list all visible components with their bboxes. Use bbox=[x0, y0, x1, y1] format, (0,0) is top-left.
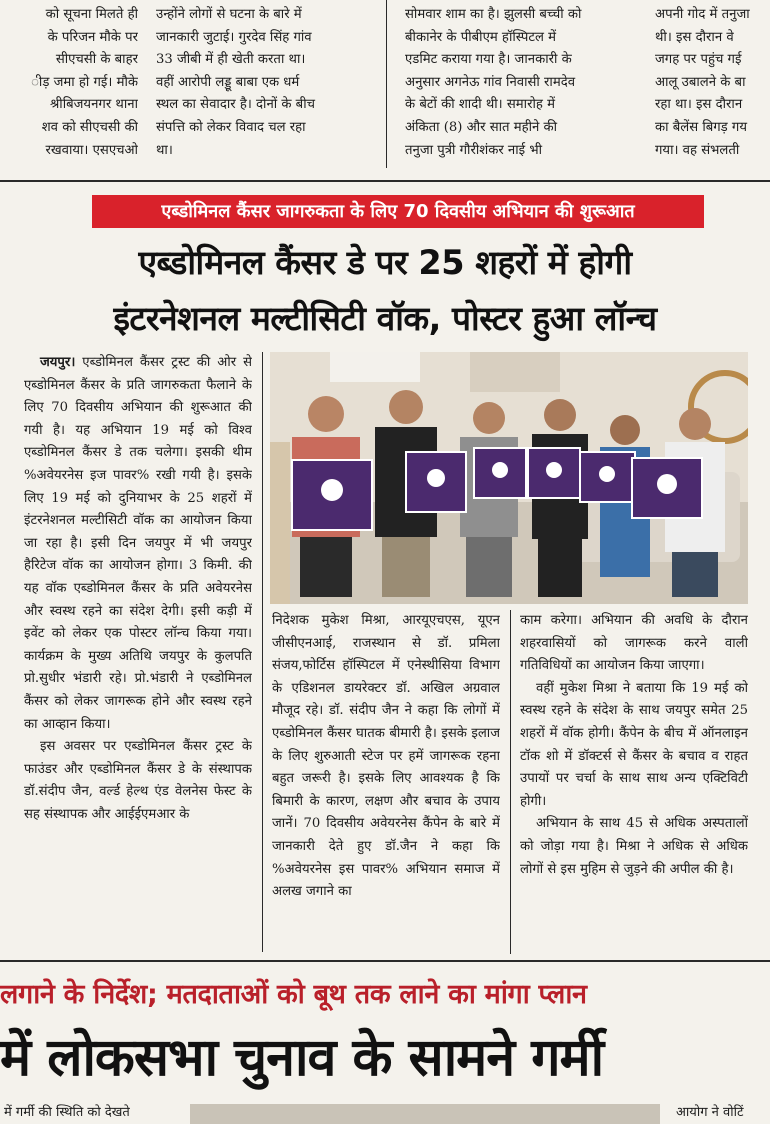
paragraph: काम करेगा। अभियान की अवधि के दौरान शहरवासियों को जागरूक करने वाली गतिविधियों का आयोजन किया जाएगा। bbox=[520, 613, 748, 674]
paragraph bbox=[24, 352, 252, 736]
text-line: अनुसार अगनेऊ गांव निवासी रामदेव bbox=[405, 74, 576, 90]
text-line: थी। इस दौरान वे bbox=[655, 29, 734, 45]
ac-unit bbox=[330, 352, 420, 382]
text-line: अपनी गोद में तनुजा bbox=[655, 7, 750, 22]
text-line: श्रीबिजयनगर थाना bbox=[49, 97, 138, 113]
bottom-text-right: आयोग ने वोटिं bbox=[676, 1105, 744, 1120]
kicker-banner: एब्डोमिनल कैंसर जागरुकता के लिए 70 दिवसीय अभियान की शुरूआत bbox=[92, 195, 704, 228]
text-line: उन्होंने लोगों से घटना के बारे में bbox=[156, 7, 302, 22]
text-line: तनुजा पुत्री गौरीशंकर नाई भी bbox=[405, 142, 543, 158]
text-line: स्थल का सेवादार है। दोनों के बीच bbox=[156, 97, 316, 113]
text-line: था। bbox=[156, 142, 173, 158]
press-photo bbox=[270, 352, 748, 604]
text-line: आलू उबालने के बा bbox=[655, 74, 746, 90]
text-line: सीएचसी के बाहर bbox=[55, 52, 138, 68]
dateline: जयपुर। bbox=[40, 355, 76, 370]
bottom-text-left: में गर्मी की स्थिति को देखते bbox=[4, 1105, 130, 1120]
top-left-col1 bbox=[0, 4, 138, 162]
bottom-headline: में लोकसभा चुनाव के सामने गर्मी bbox=[0, 1028, 604, 1088]
text-line: के परिजन मौके पर bbox=[47, 29, 138, 45]
text-line: रहा था। इस दौरान bbox=[655, 97, 743, 113]
paragraph: इस अवसर पर एब्डोमिनल कैंसर ट्रस्ट के फाउंडर और एब्डोमिनल कैंसर डे के संस्थापक डॉ.संदीप जैन, वर्ल्ड हेल्थ एंड वेलनेस फेस्ट के सह संस्थापक और आईईएमआर के bbox=[24, 739, 252, 822]
headline-line-1: एब्डोमिनल कैंसर डे पर 25 शहरों में होगी bbox=[138, 243, 632, 282]
paragraph: निदेशक मुकेश मिश्रा, आरयूएचएस, यूएन जीसीएनआई, राजस्थान से डॉ. प्रमिला संजय,फोर्टिस हॉस्पिटल में एनेस्थीसिया विभाग के एडिशनल डायरेक्टर डॉ. अखिल अग्रवाल मौजूद रहे। डॉ. संदीप जैन ने कहा कि लोगों में एब्डोमिनल कैंसर घातक बीमारी है। इसके इलाज के लिए शुरुआती स्टेज पर हमें जागरूक रहना बहुत जरूरी है। इसके लिए आवश्यक है कि बिमारी के कारण, लक्षण और बचाव के उपाय जानें। 70 दिवसीय अवेयरनेस कैंपेन के बारे में जानकारी देते हुए डॉ.जैन ने कहा कि %अवेयरनेस इस पावर% अभियान समाज में अलख जगाने का bbox=[272, 613, 500, 900]
paragraph-text: एब्डोमिनल कैंसर ट्रस्ट की ओर से एब्डोमिनल कैंसर के प्रति जागरुकता फैलाने के लिए 70 दिवसीय अभियान की शुरूआत की गयी है। यह अभियान 19 मई को विश्व एब्डोमिनल कैंसर डे तक चलेगा। इसकी थीम %अवेयरनेस इज पावर% रखी गयी है। इसके लिए 19 मई को दुनियाभर के 25 शहरों में इंटरनेशनल मल्टीसिटी वॉक का आयोजन किया जा रहा है। इसी दिन जयपुर में भी जयपुर हैरिटेज वॉक का आयोजन होगा। 3 किमी. की यह वॉक एब्डोमिनल कैंसर के प्रति अवेयरनेस और स्वस्थ रहने का संदेश देगी। इसी कड़ी में इवेंट को लेकर एक पोस्टर लॉन्च किया गया। कार्यक्रम के मुख्य अतिथि जयपुर के कुलपति प्रो.सुधीर भंडारी रहे। प्रो.भंडारी ने एब्डोमिनल कैंसर को लेकर जागरूक होने और स्वस्थ रहने का आव्हान किया। bbox=[24, 355, 252, 732]
text-line: सोमवार शाम का है। झुलसी बच्ची को bbox=[405, 7, 582, 22]
text-line: के बेटों की शादी थी। समारोह में bbox=[405, 97, 555, 113]
text-line: का बैलेंस बिगड़ गय bbox=[655, 119, 748, 135]
text-line: जगह पर पहुंच गई bbox=[655, 52, 742, 68]
text-line: जानकारी जुटाई। गुरदेव सिंह गांव bbox=[156, 29, 312, 45]
text-line: संपत्ति को लेकर विवाद चल रहा bbox=[156, 119, 306, 135]
bottom-subheadline: लगाने के निर्देश; मतदाताओं को बूथ तक लाने का मांगा प्लान bbox=[0, 979, 587, 1010]
text-line: रखवाया। एसएचओ bbox=[45, 142, 138, 158]
bottom-photo-strip bbox=[190, 1104, 660, 1124]
article-column-1 bbox=[24, 352, 252, 952]
top-right-col1 bbox=[405, 4, 637, 162]
article-column-2 bbox=[272, 610, 500, 954]
paragraph: अभियान के साथ 45 से अधिक अस्पतालों को जोड़ा गया है। मिश्रा ने अधिक से अधिक लोगों से इस मुहिम से जुड़ने की अपील की है। bbox=[520, 816, 748, 877]
top-left-col2 bbox=[156, 4, 368, 162]
section-divider bbox=[0, 960, 770, 962]
text-line: को सूचना मिलते ही bbox=[45, 7, 138, 22]
text-line: 33 जीबी में ही खेती करता था। bbox=[156, 52, 306, 68]
text-line: अंकिता (8) और सात महीने की bbox=[405, 119, 558, 135]
text-line: बीकानेर के पीबीएम हॉस्पिटल में bbox=[405, 29, 557, 45]
article-column-3 bbox=[520, 610, 748, 954]
text-line: वहीं आरोपी लड्डू बाबा एक धर्म bbox=[156, 74, 300, 90]
section-divider bbox=[0, 180, 770, 182]
column-divider bbox=[386, 0, 387, 168]
column-divider bbox=[262, 352, 263, 952]
text-line: शव को सीएचसी की bbox=[41, 119, 138, 135]
top-right-col2 bbox=[655, 4, 770, 162]
text-line: गया। वह संभलती bbox=[655, 142, 740, 158]
headline-line-2: इंटरनेशनल मल्टीसिटी वॉक, पोस्टर हुआ लॉन्च bbox=[113, 299, 657, 338]
photo-illustration bbox=[270, 352, 748, 604]
text-line: ीड़ जमा हो गई। मौके bbox=[31, 74, 138, 90]
column-divider bbox=[510, 610, 511, 954]
paragraph: वहीं मुकेश मिश्रा ने बताया कि 19 मई को स्वस्थ रहने के संदेश के साथ जयपुर समेत 25 शहरों में वॉक होगी। कैंपेन के बीच में ऑनलाइन टॉक शो में डॉक्टर्स से कैंसर के बचाव व राहत उपायों पर चर्चा के साथ साथ अन्य एक्टिविटी होगी। bbox=[520, 680, 748, 809]
text-line: एडमिट कराया गया है। जानकारी के bbox=[405, 52, 572, 68]
